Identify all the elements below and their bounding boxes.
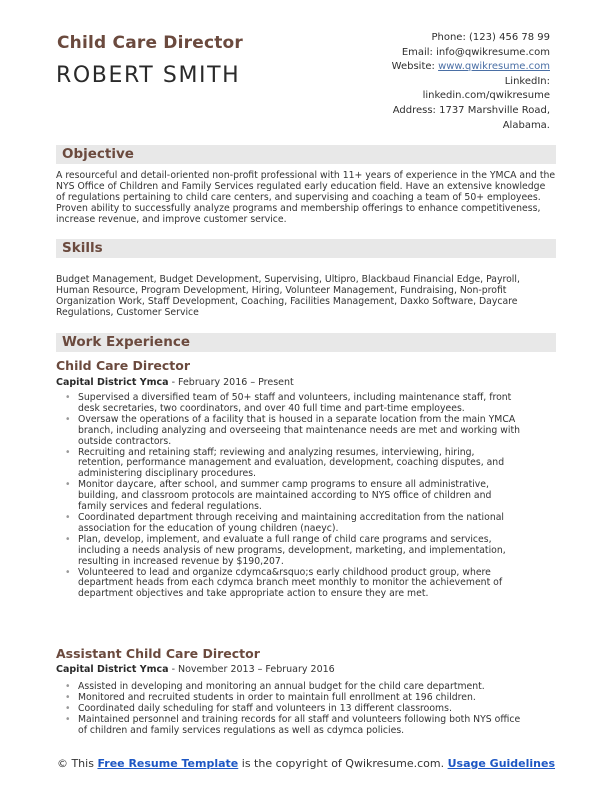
- footer-prefix: © This: [56, 757, 98, 770]
- company-name: Capital District Ymca: [56, 664, 169, 675]
- free-resume-template-link[interactable]: Free Resume Template: [97, 757, 239, 770]
- work-experience-heading: Work Experience: [56, 333, 556, 352]
- job-dates: - November 2013 – February 2016: [168, 664, 335, 675]
- bullet-item: • Maintained personnel and training records for all staff and volunteers following both NYS office of children and family services regulations as well as cdymca policies.: [60, 715, 522, 737]
- website-line: [290, 60, 550, 75]
- person-name: ROBERT SMITH: [56, 63, 241, 88]
- job-company-line: [56, 664, 335, 675]
- job-bullets: [60, 682, 522, 737]
- phone-value: (123) 456 78 99: [469, 32, 550, 43]
- email-value: info@qwikresume.com: [436, 46, 550, 58]
- address-line2: Alabama.: [502, 119, 550, 131]
- website-label: Website:: [391, 61, 435, 73]
- bullet-item: • Supervised a diversified team of 50+ staff and volunteers, including maintenance staff, front desk secretaries, two coordinators, and over 40 full time and part-time employees.: [60, 393, 522, 415]
- bullet-item: • Oversaw the operations of a facility that is housed in a separate location from the main YMCA branch, including analyzing and overseeing that maintenance needs are met and working with outside contractors.: [60, 415, 522, 448]
- linkedin-value: linkedin.com/qwikresume: [422, 90, 550, 102]
- skills-heading: Skills: [56, 239, 556, 258]
- address-label: Address:: [392, 104, 436, 116]
- objective-text: A resourceful and detail-oriented non-profit professional with 11+ years of experience in the YMCA and the NYS Office of Children and Family Services regulated early education field. Have an extensive knowledge of regulations pertaining to child care centers, and supervising and coaching a team of 50+ employees. Proven ability to successfully analyze programs and membership offerings to enhance competitiveness, increase revenue, and improve customer service.: [56, 170, 556, 225]
- email-label: Email:: [401, 46, 433, 58]
- job-title: Child Care Director: [57, 33, 244, 53]
- skills-text: Budget Management, Budget Development, Supervising, Ultipro, Blackbaud Financial Edge, Payroll, Human Resource, Program Development, Hiring, Volunteer Management, Fundraising, Non-profit Organization Work, Staff Development, Coaching, Facilities Management, Daxko Software, Daycare Regulations, Customer Service: [56, 274, 520, 318]
- job-bullets: [60, 393, 522, 600]
- address-line: [290, 104, 550, 119]
- phone-line: [290, 31, 550, 46]
- bullet-item: • Recruiting and retaining staff; reviewing and analyzing resumes, interviewing, hiring, retention, performance management and evaluation, development, coaching disputes, and administering disciplinary procedures.: [60, 448, 522, 481]
- footer-middle: is the copyright of Qwikresume.com.: [238, 757, 448, 770]
- bullet-item: • Assisted in developing and monitoring an annual budget for the child care department.: [60, 682, 522, 693]
- job-company-line: [56, 377, 294, 388]
- job-role: Assistant Child Care Director: [56, 646, 260, 661]
- contact-block: [290, 31, 550, 133]
- bullet-item: • Coordinated department through receiving and maintaining accreditation from the national association for the education of young children (naeyc).: [60, 513, 522, 535]
- footer: [0, 757, 612, 770]
- website-link[interactable]: www.qwikresume.com: [438, 61, 550, 73]
- linkedin-label: LinkedIn:: [504, 75, 550, 87]
- email-line: [290, 46, 550, 61]
- company-name: Capital District Ymca: [56, 377, 169, 388]
- objective-heading: Objective: [56, 145, 556, 164]
- bullet-item: • Coordinated daily scheduling for staff and volunteers in 13 different classrooms.: [60, 704, 522, 715]
- bullet-item: • Plan, develop, implement, and evaluate a full range of child care programs and services, including a needs analysis of new programs, development, marketing, and implementation, resulting in increased revenue by $190,207.: [60, 535, 522, 568]
- address-line1: 1737 Marshville Road,: [439, 104, 550, 116]
- usage-guidelines-link[interactable]: Usage Guidelines: [447, 757, 556, 770]
- job-dates: - February 2016 – Present: [168, 377, 294, 388]
- phone-label: Phone:: [431, 32, 466, 43]
- bullet-item: • Monitor daycare, after school, and summer camp programs to ensure all administrative, building, and classroom protocols are maintained according to NYS office of children and family services and federal regulations.: [60, 480, 522, 513]
- bullet-item: • Volunteered to lead and organize cdymca&rsquo;s early childhood product group, where department heads from each cdymca branch meet monthly to monitor the achievement of department objectives and take appropriate action to ensure they are met.: [60, 568, 522, 601]
- bullet-item: • Monitored and recruited students in order to maintain full enrollment at 196 children.: [60, 693, 522, 704]
- job-role: Child Care Director: [56, 358, 190, 373]
